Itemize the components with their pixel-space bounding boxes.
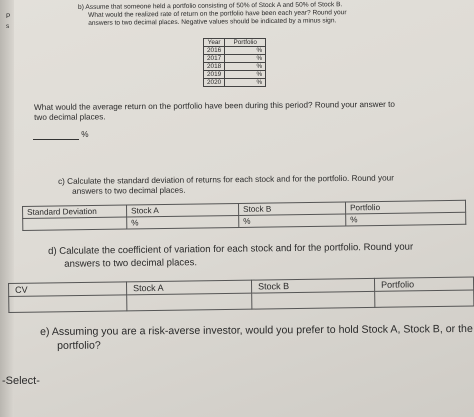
year-cell: 2019	[204, 71, 225, 79]
question-line: answers to two decimal places.	[72, 185, 186, 196]
table-header: Stock A	[126, 280, 251, 295]
row-label-cell	[23, 217, 127, 230]
portfolio-returns-table	[203, 38, 266, 87]
year-cell: 2017	[204, 55, 225, 63]
stock-a-cv-input[interactable]	[127, 293, 252, 311]
question-line: portfolio?	[57, 339, 101, 352]
standard-deviation-table	[22, 200, 466, 231]
unit-label: %	[81, 130, 89, 139]
question-line: answers to two decimal places. Negative values should be indicated by a minus sign.	[88, 17, 337, 27]
margin-mark: P	[6, 13, 11, 20]
coefficient-of-variation-table	[8, 276, 474, 313]
table-row	[204, 71, 266, 79]
question-line: answers to two decimal places.	[64, 257, 198, 270]
table-header: Portfolio	[345, 200, 465, 214]
portfolio-sd-input[interactable]: %	[346, 212, 466, 226]
table-row	[204, 55, 266, 63]
year-cell: 2020	[204, 79, 225, 87]
question-line: e) Assuming you are a risk-averse investor, would you prefer to hold Stock A, Stock B, or the	[40, 322, 473, 338]
question-line: b) Assume that someone held a portfolio consisting of 50% of Stock A and 50% of Stock B.	[78, 1, 343, 11]
average-return-input[interactable]	[33, 131, 79, 140]
row-label-cell	[9, 295, 127, 313]
part-d-question	[48, 241, 413, 271]
portfolio-return-input[interactable]: %	[225, 71, 266, 79]
part-e-question	[40, 322, 473, 353]
portfolio-return-input[interactable]: %	[225, 79, 266, 87]
page-edge-shadow	[0, 0, 14, 417]
question-line: two decimal places.	[34, 112, 106, 122]
average-return-answer	[33, 130, 89, 140]
table-row	[204, 47, 266, 55]
table-header: Stock B	[238, 202, 345, 215]
margin-mark: s	[6, 23, 10, 30]
table-header: Year	[204, 39, 225, 47]
average-return-question	[34, 100, 395, 123]
year-cell: 2016	[204, 47, 225, 55]
portfolio-return-input[interactable]: %	[225, 47, 266, 55]
stock-a-sd-input[interactable]: %	[127, 215, 239, 229]
stock-b-sd-input[interactable]: %	[239, 214, 346, 227]
preference-select[interactable]: -Select-	[2, 375, 40, 387]
table-header: Portfolio	[225, 39, 266, 47]
table-header: CV	[9, 282, 127, 297]
year-cell: 2018	[204, 63, 225, 71]
portfolio-return-input[interactable]: %	[225, 55, 266, 63]
question-line: What would the realized rate of return on the portfolio have been each year? Round your	[88, 9, 347, 19]
portfolio-cv-input[interactable]	[375, 290, 474, 307]
question-line: What would the average return on the portfolio have been during this period? Round your answer to	[34, 99, 396, 112]
question-line: c) Calculate the standard deviation of returns for each stock and for the portfolio. Round your	[58, 173, 394, 186]
stock-b-cv-input[interactable]	[252, 291, 375, 309]
part-b-question	[78, 1, 347, 28]
table-row	[204, 79, 266, 87]
table-row	[204, 63, 266, 71]
table-header: Standard Deviation	[23, 205, 127, 218]
question-line: d) Calculate the coefficient of variation for each stock and for the portfolio. Round your	[48, 241, 414, 257]
table-header: Stock B	[251, 278, 374, 293]
table-header: Stock A	[126, 203, 238, 217]
part-c-question	[58, 173, 394, 197]
portfolio-return-input[interactable]: %	[225, 63, 266, 71]
table-header: Portfolio	[374, 277, 473, 291]
